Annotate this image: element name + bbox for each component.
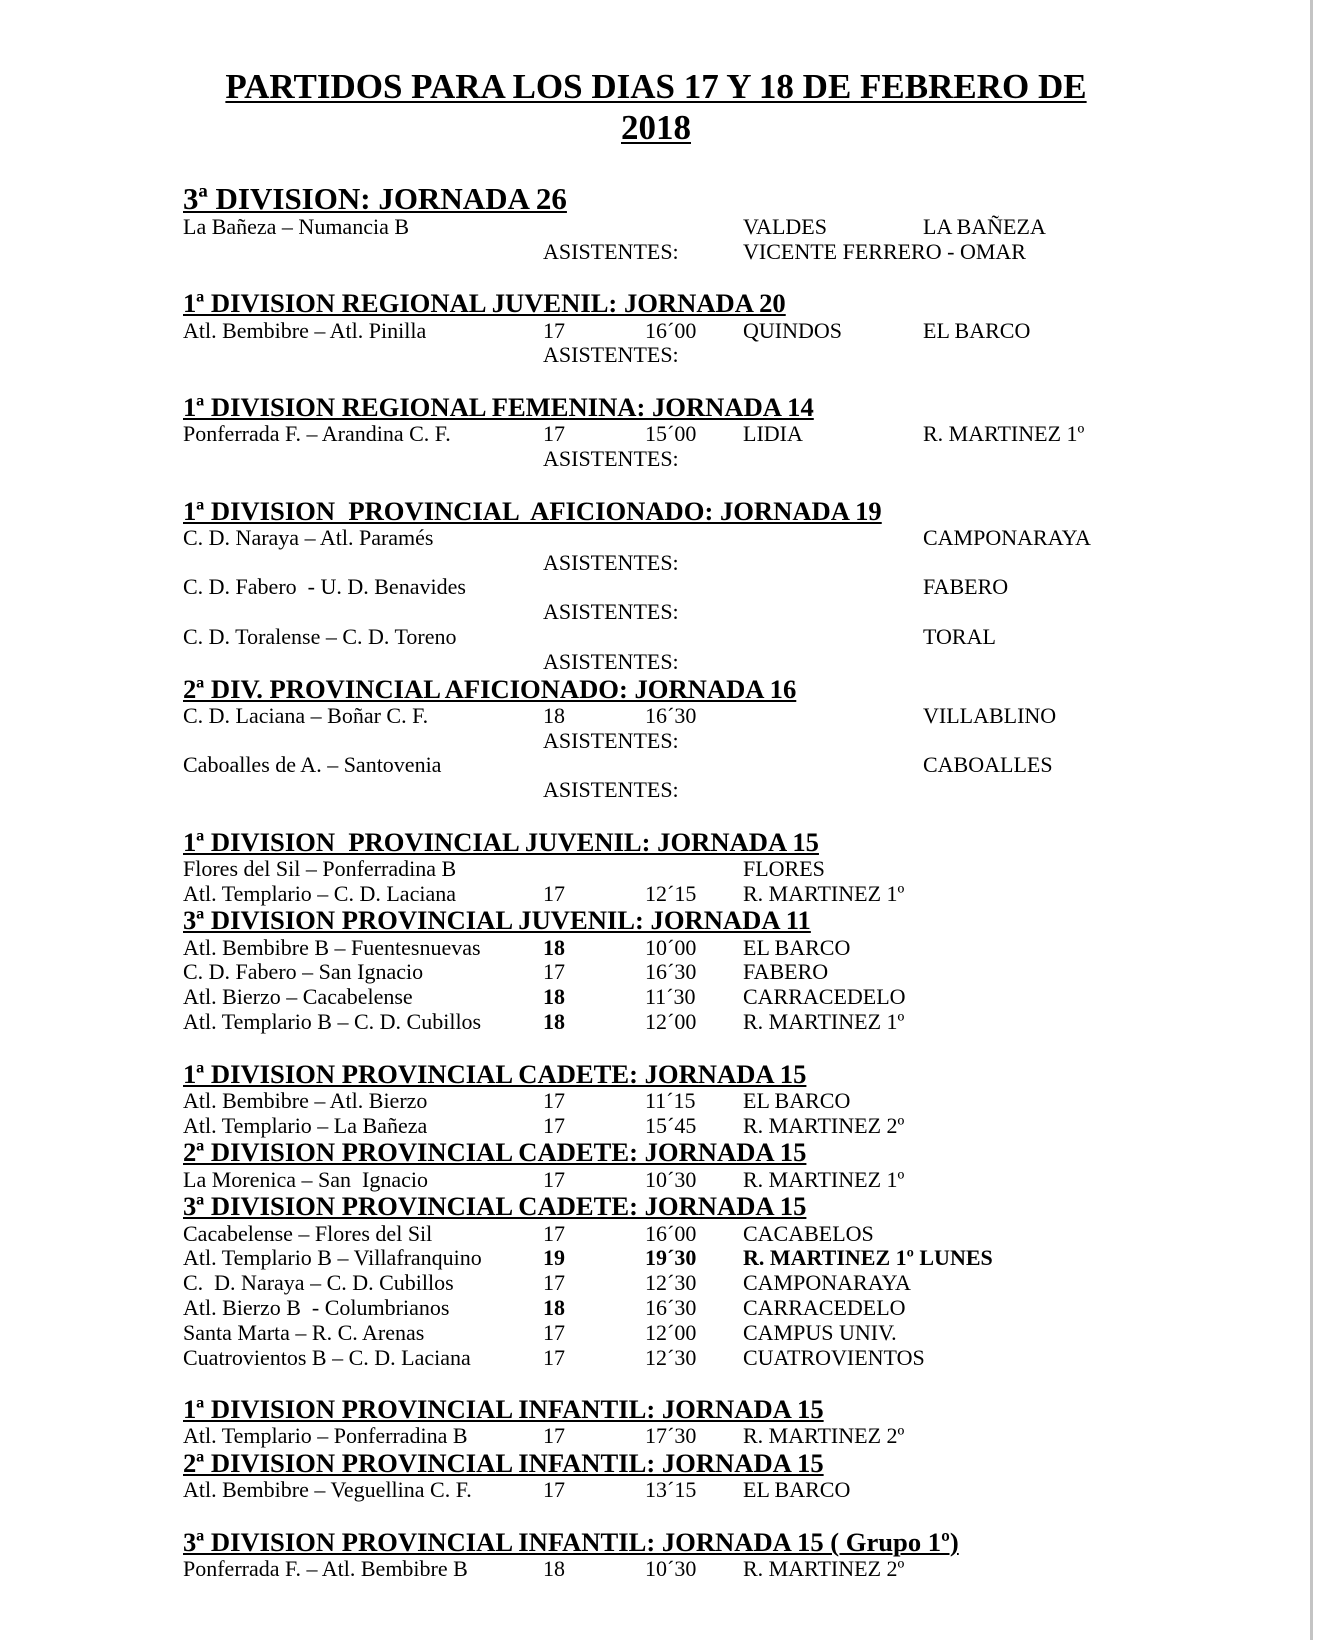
day-cell: 18 bbox=[543, 1009, 565, 1035]
section-heading-text: 3ª DIVISION PROVINCIAL JUVENIL: JORNADA 11 bbox=[183, 905, 811, 936]
day-cell: 17 bbox=[543, 421, 565, 447]
day-cell: 17 bbox=[543, 317, 565, 343]
venue-cell: R. MARTINEZ 1º LUNES bbox=[743, 1245, 993, 1271]
assistants-row bbox=[183, 447, 1300, 472]
assistants-label: ASISTENTES: bbox=[543, 777, 679, 803]
assistants-row bbox=[183, 778, 1300, 803]
venue-cell: CACABELOS bbox=[743, 1220, 874, 1246]
assistants-row bbox=[183, 600, 1300, 625]
day-cell: 17 bbox=[543, 1477, 565, 1503]
venue-cell: EL BARCO bbox=[743, 934, 851, 960]
venue-cell: EL BARCO bbox=[923, 317, 1031, 343]
match-cell: Caboalles de A. – Santovenia bbox=[183, 752, 442, 778]
assistants-label: ASISTENTES: bbox=[543, 648, 679, 674]
referee-cell: QUINDOS bbox=[743, 317, 842, 343]
time-cell: 15´00 bbox=[645, 421, 697, 447]
match-row bbox=[183, 575, 1300, 600]
fixture-section bbox=[183, 1395, 1300, 1449]
time-cell: 10´00 bbox=[645, 934, 697, 960]
venue-cell: FABERO bbox=[743, 959, 829, 985]
venue-cell: CARRACEDELO bbox=[743, 1294, 906, 1320]
venue-cell: CAMPONARAYA bbox=[923, 524, 1091, 550]
day-cell: 18 bbox=[543, 1294, 565, 1320]
assistants-label: ASISTENTES: bbox=[543, 342, 679, 368]
time-cell: 16´30 bbox=[645, 1294, 697, 1320]
match-row bbox=[183, 1114, 1300, 1139]
match-cell: Cacabelense – Flores del Sil bbox=[183, 1220, 433, 1246]
section-heading bbox=[183, 1395, 1300, 1424]
match-cell: La Morenica – San Ignacio bbox=[183, 1166, 428, 1192]
day-cell: 17 bbox=[543, 1423, 565, 1449]
venue-cell: R. MARTINEZ 1º bbox=[743, 1009, 905, 1035]
venue-cell: CARRACEDELO bbox=[743, 984, 906, 1010]
venue-cell: R. MARTINEZ 2º bbox=[743, 1556, 905, 1582]
section-heading-text: 1ª DIVISION PROVINCIAL CADETE: JORNADA 15 bbox=[183, 1058, 807, 1089]
match-cell: Ponferrada F. – Arandina C. F. bbox=[183, 421, 451, 447]
time-cell: 16´30 bbox=[645, 959, 697, 985]
venue-cell: R. MARTINEZ 2º bbox=[743, 1112, 905, 1138]
match-row bbox=[183, 319, 1300, 344]
match-cell: Flores del Sil – Ponferradina B bbox=[183, 855, 457, 881]
venue-cell: R. MARTINEZ 1º bbox=[743, 1166, 905, 1192]
venue-cell: EL BARCO bbox=[743, 1477, 851, 1503]
match-cell: Atl. Templario – La Bañeza bbox=[183, 1112, 428, 1138]
assistants-label: ASISTENTES: bbox=[543, 238, 679, 264]
time-cell: 12´15 bbox=[645, 880, 697, 906]
section-heading bbox=[183, 828, 1300, 857]
day-cell: 17 bbox=[543, 959, 565, 985]
section-heading bbox=[183, 1449, 1300, 1478]
time-cell: 10´30 bbox=[645, 1556, 697, 1582]
day-cell: 17 bbox=[543, 1087, 565, 1113]
section-heading-text: 3ª DIVISION PROVINCIAL CADETE: JORNADA 15 bbox=[183, 1191, 807, 1222]
match-row bbox=[183, 985, 1300, 1010]
match-row bbox=[183, 1010, 1300, 1035]
match-row bbox=[183, 704, 1300, 729]
match-cell: Atl. Bembibre – Veguellina C. F. bbox=[183, 1477, 472, 1503]
match-row bbox=[183, 1321, 1300, 1346]
time-cell: 11´15 bbox=[645, 1087, 696, 1113]
match-cell: Atl. Bembibre – Atl. Bierzo bbox=[183, 1087, 428, 1113]
day-cell: 17 bbox=[543, 1166, 565, 1192]
match-row bbox=[183, 1089, 1300, 1114]
assistants-label: ASISTENTES: bbox=[543, 445, 679, 471]
match-cell: C. D. Laciana – Boñar C. F. bbox=[183, 702, 429, 728]
fixture-section bbox=[183, 497, 1300, 675]
venue-cell: EL BARCO bbox=[743, 1087, 851, 1113]
match-row bbox=[183, 1246, 1300, 1271]
section-heading-text: 3ª DIVISION PROVINCIAL INFANTIL: JORNADA 15 ( Grupo 1º) bbox=[183, 1526, 959, 1557]
page-edge-line bbox=[1310, 0, 1313, 1640]
match-row bbox=[183, 1557, 1300, 1582]
section-heading-text: 2ª DIVISION PROVINCIAL CADETE: JORNADA 15 bbox=[183, 1137, 807, 1168]
time-cell: 16´00 bbox=[645, 1220, 697, 1246]
match-row bbox=[183, 625, 1300, 650]
match-row bbox=[183, 1168, 1300, 1193]
day-cell: 18 bbox=[543, 934, 565, 960]
time-cell: 16´30 bbox=[645, 702, 697, 728]
day-cell: 17 bbox=[543, 1319, 565, 1345]
venue-cell: R. MARTINEZ 1º bbox=[743, 880, 905, 906]
day-cell: 17 bbox=[543, 1220, 565, 1246]
venue-cell: FLORES bbox=[743, 855, 825, 881]
section-heading-text: 1ª DIVISION PROVINCIAL INFANTIL: JORNADA 15 bbox=[183, 1394, 824, 1425]
match-cell: Atl. Templario B – C. D. Cubillos bbox=[183, 1009, 482, 1035]
section-heading bbox=[183, 906, 1300, 935]
section-heading bbox=[183, 1060, 1300, 1089]
venue-cell: TORAL bbox=[923, 623, 996, 649]
match-cell: C. D. Naraya – C. D. Cubillos bbox=[183, 1270, 454, 1296]
match-cell: Atl. Templario B – Villafranquino bbox=[183, 1245, 482, 1271]
venue-cell: R. MARTINEZ 2º bbox=[743, 1423, 905, 1449]
time-cell: 13´15 bbox=[645, 1477, 697, 1503]
match-row bbox=[183, 1296, 1300, 1321]
assistants-row bbox=[183, 551, 1300, 576]
day-cell: 18 bbox=[543, 1556, 565, 1582]
match-row bbox=[183, 422, 1300, 447]
fixture-section bbox=[183, 1138, 1300, 1192]
match-row bbox=[183, 960, 1300, 985]
match-cell: Ponferrada F. – Atl. Bembibre B bbox=[183, 1556, 468, 1582]
section-heading bbox=[183, 183, 1300, 215]
match-row bbox=[183, 1424, 1300, 1449]
match-row bbox=[183, 1478, 1300, 1503]
time-cell: 17´30 bbox=[645, 1423, 697, 1449]
section-heading bbox=[183, 1138, 1300, 1167]
day-cell: 17 bbox=[543, 1112, 565, 1138]
time-cell: 11´30 bbox=[645, 984, 696, 1010]
fixture-section bbox=[183, 1528, 1300, 1582]
venue-cell: R. MARTINEZ 1º bbox=[923, 421, 1085, 447]
day-cell: 18 bbox=[543, 984, 565, 1010]
day-cell: 17 bbox=[543, 880, 565, 906]
time-cell: 12´00 bbox=[645, 1319, 697, 1345]
assistants-row bbox=[183, 240, 1300, 265]
match-row bbox=[183, 1222, 1300, 1247]
time-cell: 10´30 bbox=[645, 1166, 697, 1192]
assistants-row bbox=[183, 343, 1300, 368]
section-heading bbox=[183, 1192, 1300, 1221]
match-cell: Santa Marta – R. C. Arenas bbox=[183, 1319, 425, 1345]
section-heading-text: 1ª DIVISION REGIONAL JUVENIL: JORNADA 20 bbox=[183, 288, 786, 319]
venue-cell: CUATROVIENTOS bbox=[743, 1344, 925, 1370]
match-cell: Atl. Bierzo – Cacabelense bbox=[183, 984, 413, 1010]
fixture-section bbox=[183, 828, 1300, 907]
match-cell: C. D. Toralense – C. D. Toreno bbox=[183, 623, 457, 649]
section-heading-text: 1ª DIVISION PROVINCIAL JUVENIL: JORNADA 15 bbox=[183, 826, 819, 857]
match-cell: Atl. Bembibre B – Fuentesnuevas bbox=[183, 934, 481, 960]
match-cell: Atl. Bembibre – Atl. Pinilla bbox=[183, 317, 427, 343]
section-heading-text: 1ª DIVISION PROVINCIAL AFICIONADO: JORNADA 19 bbox=[183, 495, 882, 526]
page-title bbox=[201, 66, 1111, 148]
match-row bbox=[183, 882, 1300, 907]
section-heading-text: 2ª DIV. PROVINCIAL AFICIONADO: JORNADA 16 bbox=[183, 673, 797, 704]
day-cell: 17 bbox=[543, 1270, 565, 1296]
day-cell: 19 bbox=[543, 1245, 565, 1271]
venue-cell: LA BAÑEZA bbox=[923, 214, 1046, 239]
time-cell: 12´30 bbox=[645, 1270, 697, 1296]
section-heading bbox=[183, 675, 1300, 704]
time-cell: 19´30 bbox=[645, 1245, 697, 1271]
fixture-section bbox=[183, 675, 1300, 803]
match-row bbox=[183, 526, 1300, 551]
assistants-row bbox=[183, 650, 1300, 675]
fixture-section bbox=[183, 289, 1300, 368]
match-row bbox=[183, 753, 1300, 778]
section-heading-text: 3ª DIVISION: JORNADA 26 bbox=[183, 181, 567, 216]
time-cell: 15´45 bbox=[645, 1112, 697, 1138]
assistants-names: VICENTE FERRERO - OMAR bbox=[743, 238, 1026, 264]
page-title-text: PARTIDOS PARA LOS DIAS 17 Y 18 DE FEBRERO DE 2018 bbox=[225, 67, 1087, 147]
section-heading-text: 1ª DIVISION REGIONAL FEMENINA: JORNADA 14 bbox=[183, 391, 814, 422]
match-cell: Atl. Bierzo B - Columbrianos bbox=[183, 1294, 450, 1320]
fixture-section bbox=[183, 393, 1300, 472]
section-heading bbox=[183, 289, 1300, 318]
assistants-row bbox=[183, 729, 1300, 754]
fixture-section bbox=[183, 906, 1300, 1034]
match-cell: C. D. Fabero – San Ignacio bbox=[183, 959, 424, 985]
referee-cell: LIDIA bbox=[743, 421, 803, 447]
assistants-label: ASISTENTES: bbox=[543, 727, 679, 753]
time-cell: 12´00 bbox=[645, 1009, 697, 1035]
match-cell: La Bañeza – Numancia B bbox=[183, 214, 410, 239]
day-cell: 18 bbox=[543, 702, 565, 728]
venue-cell: CABOALLES bbox=[923, 752, 1053, 778]
fixture-section bbox=[183, 1060, 1300, 1139]
section-heading bbox=[183, 393, 1300, 422]
section-heading bbox=[183, 497, 1300, 526]
match-row bbox=[183, 936, 1300, 961]
fixture-section bbox=[183, 1192, 1300, 1370]
match-cell: Atl. Templario – C. D. Laciana bbox=[183, 880, 456, 906]
fixture-list bbox=[183, 183, 1300, 1582]
match-row bbox=[183, 857, 1300, 882]
match-cell: Atl. Templario – Ponferradina B bbox=[183, 1423, 468, 1449]
venue-cell: VILLABLINO bbox=[923, 702, 1057, 728]
match-row bbox=[183, 215, 1300, 240]
match-row bbox=[183, 1346, 1300, 1371]
referee-cell: VALDES bbox=[743, 214, 827, 239]
fixture-section bbox=[183, 1449, 1300, 1503]
match-cell: C. D. Fabero - U. D. Benavides bbox=[183, 574, 466, 600]
assistants-label: ASISTENTES: bbox=[543, 549, 679, 575]
match-row bbox=[183, 1271, 1300, 1296]
assistants-label: ASISTENTES: bbox=[543, 599, 679, 625]
time-cell: 16´00 bbox=[645, 317, 697, 343]
match-cell: C. D. Naraya – Atl. Paramés bbox=[183, 524, 434, 550]
section-heading bbox=[183, 1528, 1300, 1557]
venue-cell: CAMPUS UNIV. bbox=[743, 1319, 897, 1345]
venue-cell: FABERO bbox=[923, 574, 1009, 600]
section-heading-text: 2ª DIVISION PROVINCIAL INFANTIL: JORNADA 15 bbox=[183, 1448, 824, 1479]
fixture-section bbox=[183, 183, 1300, 265]
time-cell: 12´30 bbox=[645, 1344, 697, 1370]
day-cell: 17 bbox=[543, 1344, 565, 1370]
match-cell: Cuatrovientos B – C. D. Laciana bbox=[183, 1344, 471, 1370]
venue-cell: CAMPONARAYA bbox=[743, 1270, 911, 1296]
